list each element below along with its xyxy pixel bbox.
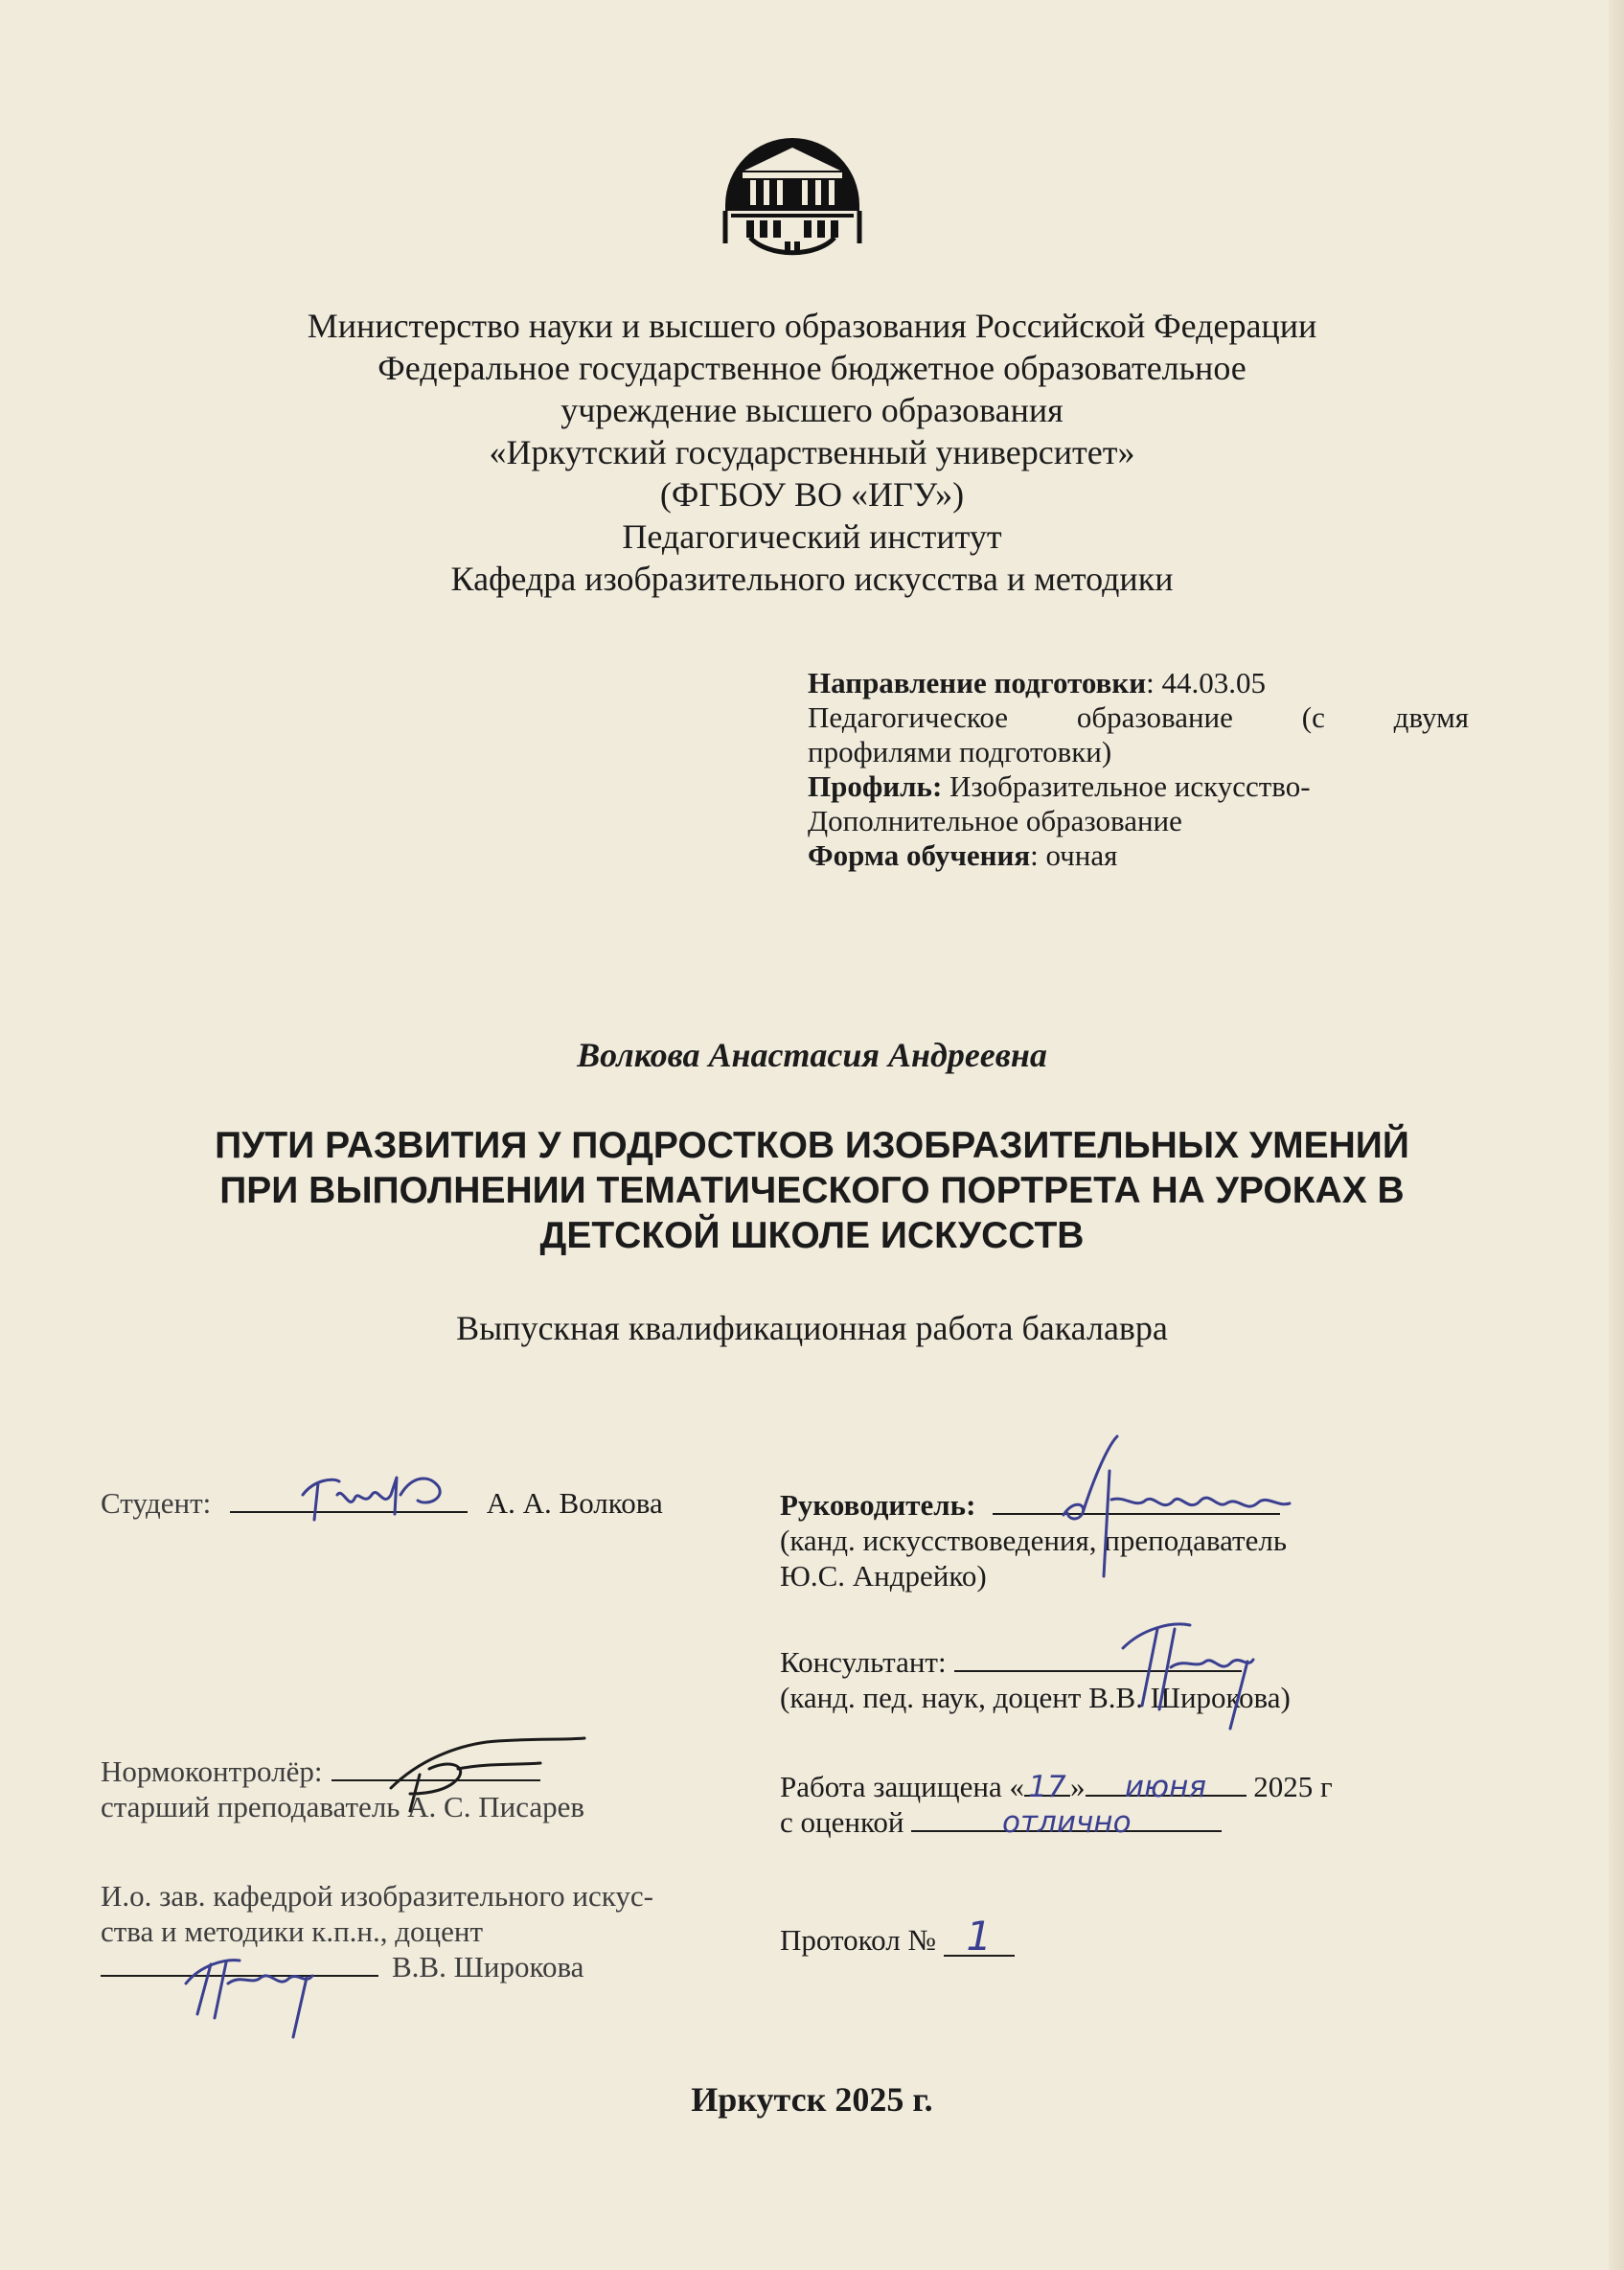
city-year: Иркутск 2025 г.: [691, 2080, 933, 2119]
study-form-label: Форма обучения: [808, 838, 1031, 872]
institution-header: [0, 305, 1624, 600]
head-title: И.о. зав. кафедрой изобразительного искус-: [101, 1879, 653, 1913]
supervisor-signature: [1054, 1433, 1322, 1591]
supervisor-degree: (канд. искусствоведения, преподаватель: [780, 1524, 1287, 1557]
university-name: «Иркутский государственный университет»: [489, 433, 1135, 471]
defense-block: [780, 1769, 1333, 1840]
direction-line: профилями подготовки): [808, 735, 1112, 768]
university-type-line: учреждение высшего образования: [560, 391, 1064, 429]
university-type-line: Федеральное государственное бюджетное образовательное: [377, 349, 1247, 387]
grade-label: с оценкой: [780, 1805, 904, 1839]
direction-code: : 44.03.05: [1146, 666, 1266, 699]
ministry-line: Министерство науки и высшего образования Российской Федерации: [307, 307, 1317, 345]
defense-month: июня: [1086, 1770, 1247, 1797]
head-title: ства и методики к.п.н., доцент: [101, 1915, 484, 1948]
supervisor-label: Руководитель:: [780, 1488, 976, 1522]
student-label: Студент:: [101, 1486, 212, 1520]
title-line: ДЕТСКОЙ ШКОЛЕ ИСКУССТВ: [539, 1215, 1085, 1256]
defense-quote: »: [1070, 1770, 1086, 1803]
defense-year: 2025 г: [1253, 1770, 1333, 1803]
student-name: А. А. Волкова: [486, 1486, 663, 1520]
normcontrol-signature: [372, 1731, 592, 1817]
profile-line: Дополнительное образование: [808, 804, 1182, 837]
normcontrol-details: старший преподаватель А. С. Писарев: [101, 1790, 585, 1823]
protocol-block: [780, 1913, 1015, 1960]
student-signature: [295, 1466, 458, 1525]
title-line: ПУТИ РАЗВИТИЯ У ПОДРОСТКОВ ИЗОБРАЗИТЕЛЬНЫХ УМЕНИЙ: [215, 1125, 1409, 1166]
title-line: ПРИ ВЫПОЛНЕНИИ ТЕМАТИЧЕСКОГО ПОРТРЕТА НА УРОКАХ В: [219, 1170, 1405, 1211]
defense-day: 17: [1024, 1770, 1070, 1797]
head-name: В.В. Широкова: [392, 1950, 584, 1983]
thesis-title: [0, 1123, 1624, 1258]
grade-value: отлично: [911, 1805, 1222, 1832]
protocol-label: Протокол №: [780, 1923, 936, 1957]
study-details: [808, 666, 1469, 873]
author-name: Волкова Анастасия Андреевна: [577, 1036, 1047, 1074]
direction-label: Направление подготовки: [808, 666, 1147, 699]
normcontrol-label: Нормоконтролёр:: [101, 1754, 323, 1788]
direction-line: Педагогическое образование (с двумя: [808, 700, 1469, 734]
institute-name: Педагогический институт: [622, 517, 1002, 556]
consultant-signature: [1104, 1610, 1267, 1734]
work-type: Выпускная квалификационная работа бакалавра: [456, 1309, 1168, 1347]
study-form-value: : очная: [1030, 838, 1118, 872]
university-emblem-icon: [721, 121, 863, 257]
head-signature: [172, 1926, 355, 2041]
consultant-label: Консультант:: [780, 1645, 947, 1679]
protocol-number: 1: [944, 1918, 1015, 1957]
supervisor-name: Ю.С. Андрейко): [780, 1559, 987, 1593]
department-name: Кафедра изобразительного искусства и методики: [450, 560, 1174, 598]
profile-label: Профиль:: [808, 769, 943, 803]
consultant-details: (канд. пед. наук, доцент В.В. Широкова): [780, 1681, 1291, 1714]
profile-value: Изобразительное искусство-: [942, 769, 1311, 803]
university-abbreviation: (ФГБОУ ВО «ИГУ»): [659, 475, 965, 514]
defense-label: Работа защищена «: [780, 1770, 1024, 1803]
